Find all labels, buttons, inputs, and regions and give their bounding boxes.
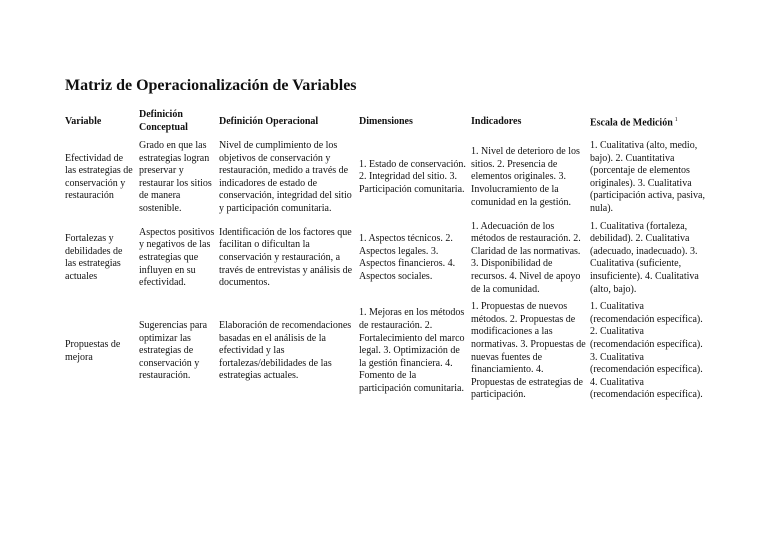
table-row bbox=[63, 138, 711, 219]
cell-indicadores: 1. Adecuación de los métodos de restauración. 2. Claridad de las normativas. 3. Disponibilidad de recursos. 4. Nivel de apoyo de la comunidad. bbox=[471, 220, 581, 295]
header-variable: Variable bbox=[65, 115, 102, 127]
cell-definicion-conceptual: Sugerencias para optimizar las estrategias de conservación y restauración. bbox=[139, 320, 208, 382]
cell-definicion-operacional: Elaboración de recomendaciones basadas en el análisis de la efectividad y las fortalezas/debilidades de las estrategias actuales. bbox=[219, 320, 352, 382]
cell-escala: 1. Cualitativa (alto, medio, bajo). 2. Cuantitativa (porcentaje de elementos originales). 3. Cualitativa (participación activa, pasiva, nula). bbox=[590, 140, 705, 214]
cell-definicion-conceptual: Grado en que las estrategias logran preservar y restaurar los sitios de manera sostenible. bbox=[139, 140, 212, 214]
cell-dimensiones: 1. Aspectos técnicos. 2. Aspectos legales. 3. Aspectos financieros. 4. Aspectos sociales. bbox=[359, 233, 456, 282]
table-row bbox=[63, 299, 711, 405]
cell-variable: Propuestas de mejora bbox=[65, 338, 121, 363]
cell-variable: Efectividad de las estrategias de conservación y restauración bbox=[65, 152, 133, 202]
cell-escala: 1. Cualitativa (recomendación específica). 2. Cualitativa (recomendación específica). 3. Cualitativa (recomendación específica). 4. Cualitativa (recomendación específica). bbox=[590, 301, 703, 401]
cell-indicadores: 1. Propuestas de nuevos métodos. 2. Propuestas de modificaciones a las normativas. 3. Propuestas de nuevas fuentes de financiamiento. 4. Propuestas de estrategias de participación. bbox=[471, 301, 586, 401]
header-dimensiones: Dimensiones bbox=[359, 115, 413, 127]
cell-escala: 1. Cualitativa (fortaleza, debilidad). 2. Cualitativa (adecuado, inadecuado). 3. Cualitativa (suficiente, insuficiente). 4. Cualitativa (alto, bajo). bbox=[590, 220, 699, 295]
cell-indicadores: 1. Nivel de deterioro de los sitios. 2. Presencia de elementos originales. 3. Involucramiento de la comunidad en la gestión. bbox=[471, 146, 580, 208]
cell-dimensiones: 1. Estado de conservación. 2. Integridad del sitio. 3. Participación comunitaria. bbox=[359, 158, 466, 196]
cell-definicion-conceptual: Aspectos positivos y negativos de las estrategias que influyen en su efectividad. bbox=[139, 226, 215, 289]
cell-dimensiones: 1. Mejoras en los métodos de restauración. 2. Fortalecimiento del marco legal. 3. Optimización de la gestión financiera. 4. Fomento de la participación comunitaria. bbox=[359, 307, 465, 394]
header-definicion-operacional: Definición Operacional bbox=[219, 115, 319, 127]
header-definicion-conceptual: Definición Conceptual bbox=[139, 109, 188, 133]
table-header-row bbox=[63, 107, 711, 138]
footnote-marker: 1 bbox=[674, 117, 678, 124]
header-indicadores: Indicadores bbox=[471, 115, 522, 127]
table-row bbox=[63, 219, 711, 300]
operationalization-table bbox=[63, 107, 711, 405]
cell-definicion-operacional: Nivel de cumplimiento de los objetivos de conservación y restauración, medido a través de indicadores de estado de conservación, integridad del sitio y participación comunitaria. bbox=[219, 140, 352, 214]
document-title: Matriz de Operacionalización de Variables bbox=[65, 77, 357, 94]
header-escala-medicion bbox=[588, 107, 711, 138]
header-escala-label: Escala de Medición bbox=[590, 117, 673, 129]
cell-variable: Fortalezas y debilidades de las estrategias actuales bbox=[65, 233, 123, 282]
cell-definicion-operacional: Identificación de los factores que facilitan o dificultan la conservación y restauración, a través de entrevistas y análisis de documentos. bbox=[219, 226, 353, 289]
